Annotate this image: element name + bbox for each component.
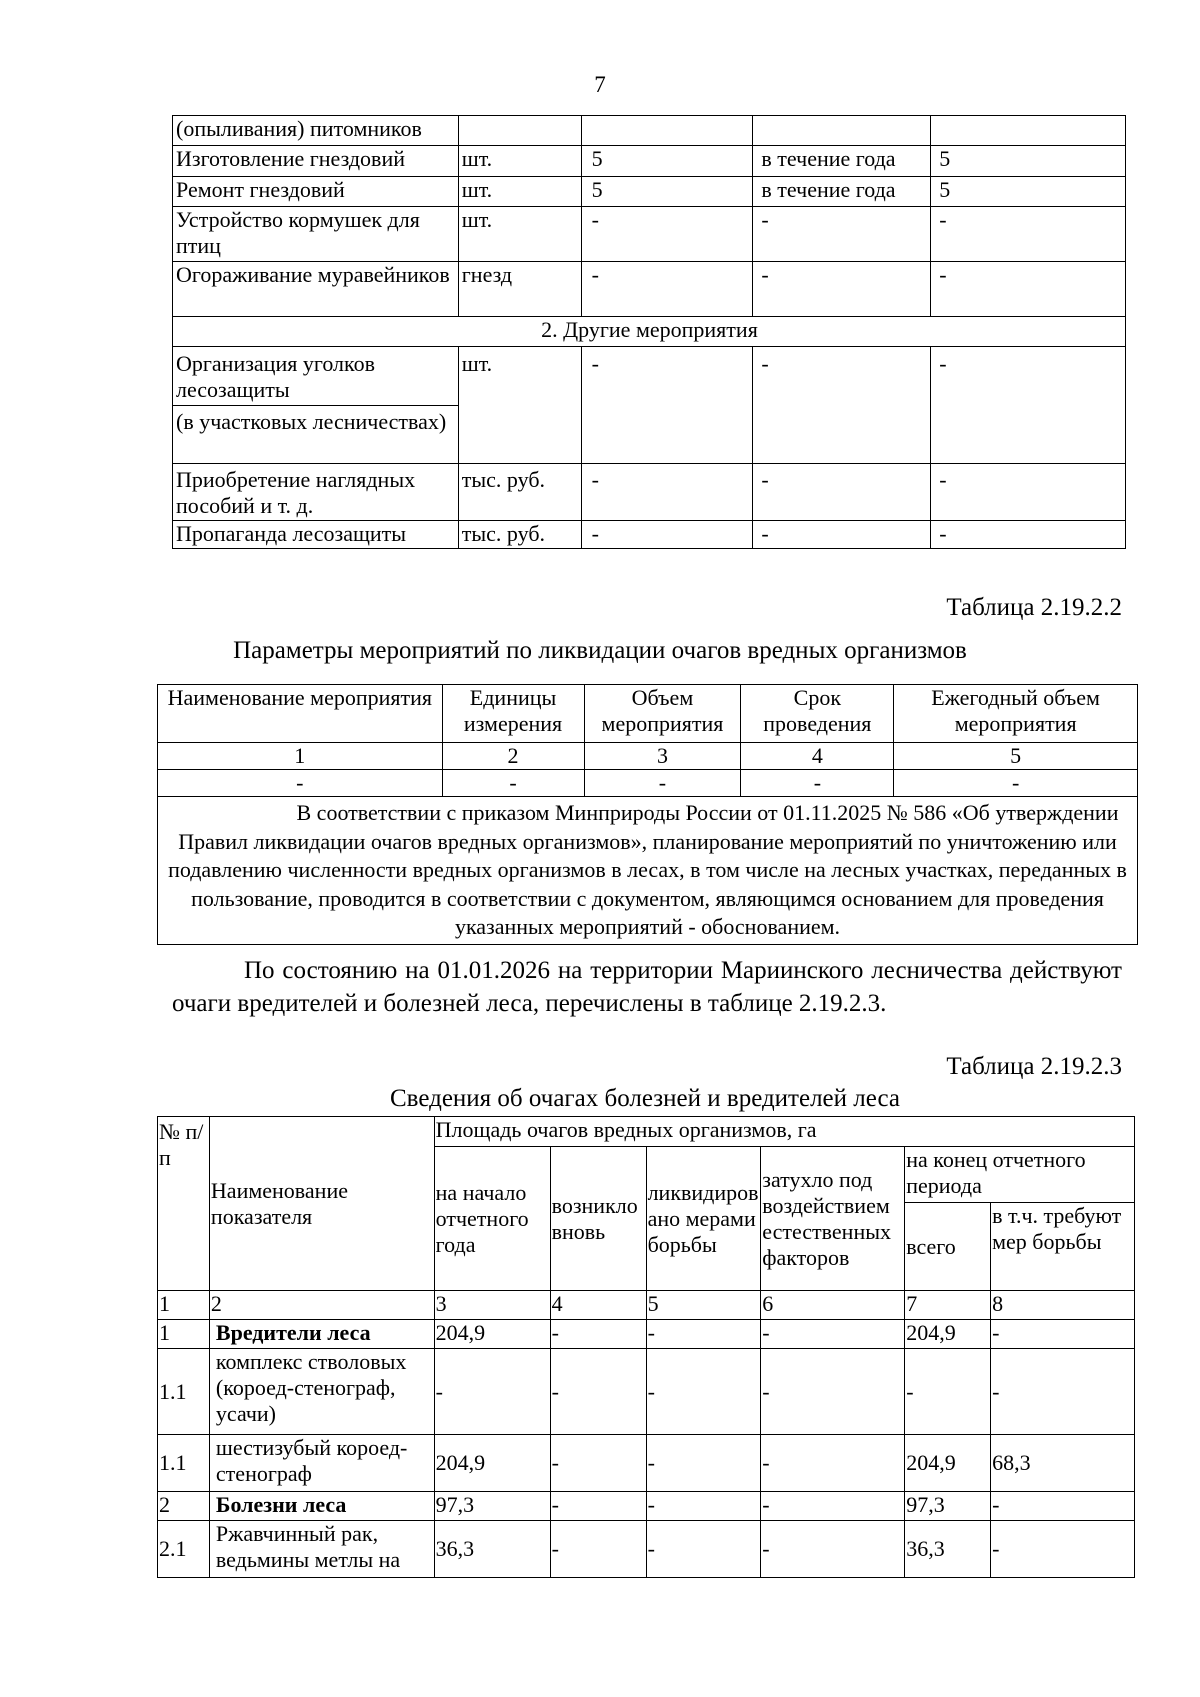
section-title: 2. Другие мероприятия — [173, 317, 1126, 347]
header-name: Наименование показателя — [209, 1117, 434, 1291]
number-cell: 5 — [894, 743, 1138, 770]
note-text: В соответствии с приказом Минприроды России от 01.11.2025 № 586 «Об утверждении Правил ликвидации очагов вредных организмов», планирование мероприятий по уничтожению или подавлению численности вредных организмов в лесах, в том числе на лесных участках, переданных в пользование, проводится в соответствии с документом, являющимся основанием для проведения указанных мероприятий - обоснованием. — [168, 800, 1127, 939]
cell-value: - — [905, 1349, 991, 1435]
cell-volume: - — [581, 464, 753, 521]
cell-value: 204,9 — [434, 1435, 550, 1492]
cell-value: - — [646, 1435, 761, 1492]
cell-term — [753, 116, 931, 146]
number-cell: 5 — [646, 1291, 761, 1320]
table-row — [158, 1349, 1135, 1435]
value-cell: - — [442, 770, 584, 797]
header-area: Площадь очагов вредных организмов, га — [434, 1117, 1134, 1147]
cell-value: - — [550, 1492, 646, 1521]
cell-unit: шт. — [458, 146, 581, 177]
table-title: Параметры мероприятий по ликвидации очагов вредных организмов — [233, 637, 967, 664]
page-number: 7 — [594, 72, 606, 97]
table-row — [158, 770, 1138, 797]
cell-name: (опыливания) питомников — [173, 116, 459, 146]
cell-term: - — [753, 207, 931, 262]
header-end: на конец отчетного периода — [905, 1147, 1135, 1203]
cell-value: - — [991, 1349, 1135, 1435]
number-cell: 7 — [905, 1291, 991, 1320]
cell-unit: шт. — [458, 177, 581, 207]
number-cell: 3 — [584, 743, 741, 770]
header-num: № п/п — [158, 1117, 210, 1291]
cell-annual: - — [931, 207, 1126, 262]
cell-name: комплекс стволовых (короед-стенограф, усачи) — [209, 1349, 434, 1435]
cell-name: Ремонт гнездовий — [173, 177, 459, 207]
cell-value: - — [991, 1521, 1135, 1578]
cell-annual: 5 — [931, 146, 1126, 177]
table-header-row — [158, 685, 1138, 743]
cell-term: - — [753, 347, 931, 464]
cell-unit: гнезд — [458, 262, 581, 317]
cell-value: - — [550, 1521, 646, 1578]
cell-volume: - — [581, 521, 753, 549]
cell-unit: шт. — [458, 207, 581, 262]
cell-volume: - — [581, 262, 753, 317]
header-cell: Срок проведения — [741, 685, 894, 743]
cell-name: Устройство кормушек для птиц — [173, 207, 459, 262]
table-row — [173, 146, 1126, 177]
number-cell: 4 — [741, 743, 894, 770]
cell-volume: - — [581, 207, 753, 262]
table-row — [173, 116, 1126, 146]
value-cell: - — [584, 770, 741, 797]
cell-name: Огораживание муравейников — [173, 262, 459, 317]
cell-value: - — [550, 1349, 646, 1435]
number-cell: 4 — [550, 1291, 646, 1320]
cell-name: Приобретение наглядных пособий и т. д. — [173, 464, 459, 521]
cell-unit — [458, 116, 581, 146]
number-cell: 1 — [158, 743, 443, 770]
cell-name: Ржавчинный рак, ведьмины метлы на — [209, 1521, 434, 1578]
paragraph-text: По состоянию на 01.01.2026 на территории Мариинского лесничества действуют очаги вредителей и болезней леса, перечислены в таблице 2.19.2.3. — [172, 957, 1122, 1017]
table-caption: Таблица 2.19.2.3 — [946, 1053, 1122, 1080]
header-cell: Ежегодный объем мероприятия — [894, 685, 1138, 743]
cell-name-bold: Болезни леса — [215, 1492, 347, 1517]
header-cell: Объем мероприятия — [584, 685, 741, 743]
cell-value: - — [761, 1435, 905, 1492]
cell-value: 36,3 — [905, 1521, 991, 1578]
cell-num: 2.1 — [158, 1521, 210, 1578]
cell-value: - — [991, 1320, 1135, 1349]
header-cell: Наименование мероприятия — [158, 685, 443, 743]
header-cell: Единицы измерения — [442, 685, 584, 743]
number-cell: 2 — [209, 1291, 434, 1320]
cell-name: Изготовление гнездовий — [173, 146, 459, 177]
cell-name — [209, 1320, 434, 1349]
table-row — [158, 1435, 1135, 1492]
value-cell: - — [741, 770, 894, 797]
number-cell: 1 — [158, 1291, 210, 1320]
cell-value: 36,3 — [434, 1521, 550, 1578]
cell-term: - — [753, 262, 931, 317]
table-forest-protection-measures — [172, 115, 1126, 549]
number-cell: 3 — [434, 1291, 550, 1320]
header-faded: затухло под воздействием естественных факторов — [761, 1147, 905, 1291]
table-row — [173, 521, 1126, 549]
note-cell — [158, 797, 1138, 945]
table-row — [158, 1492, 1135, 1521]
cell-name: Организация уголков лесозащиты — [173, 347, 459, 406]
cell-value: - — [761, 1349, 905, 1435]
cell-value: - — [550, 1435, 646, 1492]
cell-name — [209, 1492, 434, 1521]
cell-unit: шт. — [458, 347, 581, 464]
cell-term: - — [753, 464, 931, 521]
cell-value: 97,3 — [905, 1492, 991, 1521]
cell-value: 204,9 — [905, 1435, 991, 1492]
cell-unit: тыс. руб. — [458, 521, 581, 549]
header-total: всего — [905, 1203, 991, 1291]
table-row — [173, 177, 1126, 207]
section-row — [173, 317, 1126, 347]
table-row — [173, 207, 1126, 262]
cell-value: - — [761, 1521, 905, 1578]
table-row — [173, 262, 1126, 317]
cell-num: 1 — [158, 1320, 210, 1349]
body-paragraph — [172, 954, 1122, 1020]
number-cell: 2 — [442, 743, 584, 770]
table-row — [158, 1521, 1135, 1578]
number-cell: 8 — [991, 1291, 1135, 1320]
cell-name: Пропаганда лесозащиты — [173, 521, 459, 549]
cell-term: в течение года — [753, 146, 931, 177]
cell-volume — [581, 116, 753, 146]
cell-value: 97,3 — [434, 1492, 550, 1521]
cell-value: - — [646, 1521, 761, 1578]
cell-value: 68,3 — [991, 1435, 1135, 1492]
header-liquidated: ликвидировано мерами борьбы — [646, 1147, 761, 1291]
cell-name-extra: (в участковых лесничествах) — [173, 406, 459, 464]
cell-volume: - — [581, 347, 753, 464]
cell-annual: - — [931, 464, 1126, 521]
header-requires: в т.ч. требуют мер борьбы — [991, 1203, 1135, 1291]
value-cell: - — [158, 770, 443, 797]
table-row — [158, 1291, 1135, 1320]
cell-value: - — [761, 1320, 905, 1349]
cell-annual: - — [931, 521, 1126, 549]
cell-value: - — [646, 1492, 761, 1521]
table-row — [173, 347, 1126, 406]
table-header-row — [158, 1117, 1135, 1147]
cell-term: в течение года — [753, 177, 931, 207]
cell-value: - — [991, 1492, 1135, 1521]
table-note-row — [158, 797, 1138, 945]
cell-num: 2 — [158, 1492, 210, 1521]
value-cell: - — [894, 770, 1138, 797]
table-row — [158, 1320, 1135, 1349]
table-pest-disease-foci — [157, 1116, 1135, 1578]
cell-annual: - — [931, 262, 1126, 317]
table-row — [158, 743, 1138, 770]
cell-volume: 5 — [581, 146, 753, 177]
cell-term: - — [753, 521, 931, 549]
table-pest-liquidation-parameters — [157, 684, 1138, 945]
table-title: Сведения об очагах болезней и вредителей леса — [390, 1085, 900, 1112]
table-caption: Таблица 2.19.2.2 — [946, 594, 1122, 621]
cell-annual: 5 — [931, 177, 1126, 207]
table-row — [173, 464, 1126, 521]
cell-value: - — [646, 1320, 761, 1349]
cell-value: - — [646, 1349, 761, 1435]
cell-value: 204,9 — [905, 1320, 991, 1349]
cell-name: шестизубый короед-стенограф — [209, 1435, 434, 1492]
cell-value: - — [434, 1349, 550, 1435]
cell-unit: тыс. руб. — [458, 464, 581, 521]
number-cell: 6 — [761, 1291, 905, 1320]
cell-num: 1.1 — [158, 1435, 210, 1492]
cell-annual — [931, 116, 1126, 146]
cell-value: - — [550, 1320, 646, 1349]
cell-volume: 5 — [581, 177, 753, 207]
cell-num: 1.1 — [158, 1349, 210, 1435]
header-new: возникло вновь — [550, 1147, 646, 1291]
header-start: на начало отчетного года — [434, 1147, 550, 1291]
cell-name-bold: Вредители леса — [215, 1320, 371, 1345]
cell-annual: - — [931, 347, 1126, 464]
cell-value: - — [761, 1492, 905, 1521]
cell-value: 204,9 — [434, 1320, 550, 1349]
